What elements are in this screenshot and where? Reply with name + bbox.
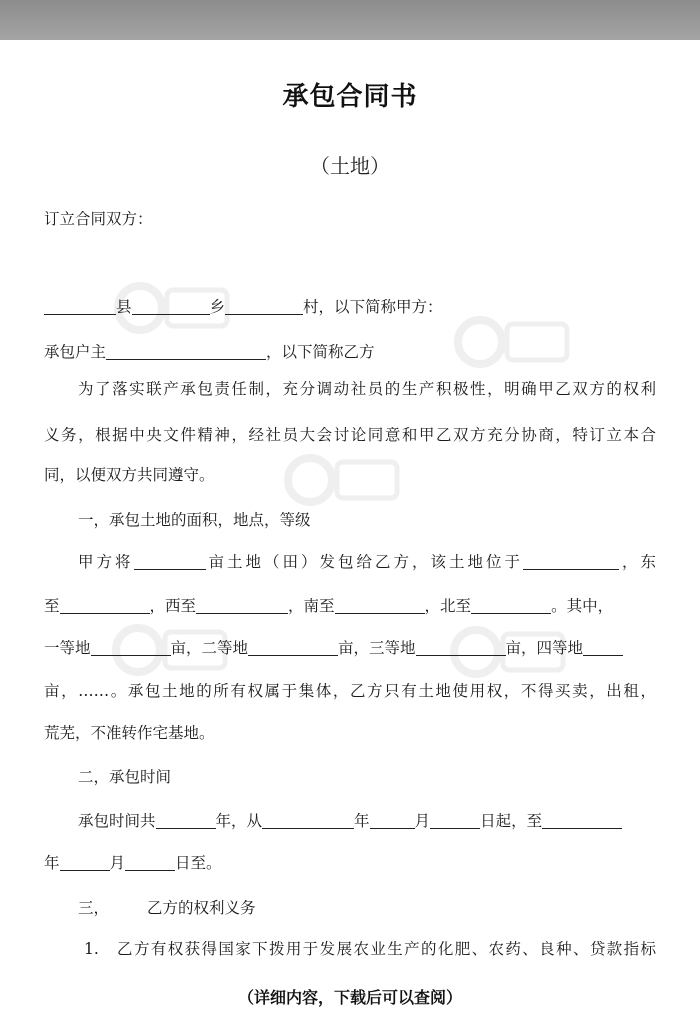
text-segment: 月 (414, 812, 431, 830)
text-segment: 日至。 (175, 854, 222, 872)
blank-field (416, 635, 506, 656)
text-segment: 日起，至 (480, 812, 543, 830)
blank-field (430, 808, 480, 829)
text-segment: 甲方将 (78, 553, 134, 571)
blank-field (583, 635, 623, 656)
section-1-line-5: 荒芜，不准转作宅基地。 (44, 724, 215, 742)
blank-field (60, 593, 150, 614)
blank-field (335, 593, 425, 614)
preamble-line-1: 为了落实联产承包责任制，充分调动社员的生产积极性，明确甲乙双方的权利 (78, 380, 656, 398)
section-3-heading (78, 893, 690, 923)
party-a-line (44, 292, 656, 322)
blank-field (196, 593, 288, 614)
text-segment: 月 (109, 854, 126, 872)
preamble-line-2: 义务，根据中央文件精神，经社员大会讨论同意和甲乙双方充分协商，特订立本合 (44, 426, 656, 444)
party-b-line (44, 337, 656, 367)
blank-field (156, 808, 216, 829)
blank-field (248, 635, 338, 656)
text-segment: 亩土地（田）发包给乙方，该土地位于 (205, 553, 523, 571)
text-segment: 乡 (209, 298, 226, 316)
blank-field (60, 850, 110, 871)
preamble-line-3: 同，以便双方共同遵守。 (44, 466, 215, 484)
blank-field (523, 549, 619, 570)
section-1-line-4: 亩，……。承包土地的所有权属于集体，乙方只有土地使用权，不得买卖，出租， (44, 682, 656, 700)
section-1-line-2 (44, 591, 656, 621)
blank-field (262, 808, 354, 829)
text-segment: 年，从 (215, 812, 263, 830)
text-segment: ，东 (618, 553, 656, 571)
text-segment: 亩，四等地 (505, 639, 584, 657)
text-segment: 承包户主 (44, 343, 107, 361)
blank-field (44, 294, 116, 315)
text-segment: 至 (44, 597, 60, 615)
blank-field (132, 294, 210, 315)
blank-field (134, 549, 206, 570)
intro-line: 订立合同双方： (44, 210, 153, 228)
blank-field (225, 294, 303, 315)
text-segment: 亩，二等地 (170, 639, 249, 657)
text-segment: 承包时间共 (78, 812, 156, 830)
section-3-title: 乙方的权利义务 (147, 899, 256, 917)
text-segment: 亩，三等地 (338, 639, 416, 657)
blank-field (471, 593, 551, 614)
text-segment: ，以下简称乙方 (266, 343, 375, 361)
top-bar (0, 0, 700, 40)
blank-field (370, 808, 415, 829)
text-segment: 。其中， (551, 597, 614, 615)
blank-field (542, 808, 622, 829)
text-segment: ，北至 (424, 597, 472, 615)
text-segment: ，南至 (288, 597, 335, 615)
blank-field (125, 850, 175, 871)
section-1-line-1 (78, 547, 656, 577)
blank-field (106, 339, 266, 360)
section-1-heading: 一，承包土地的面积，地点，等级 (78, 511, 311, 529)
section-2-line-2 (44, 848, 656, 878)
text-segment: 县 (116, 298, 132, 316)
section-3-item-1: 1. 乙方有权获得国家下拨用于发展农业生产的化肥、农药、良种、贷款指标 (84, 940, 656, 958)
blank-field (91, 635, 171, 656)
download-notice: （详细内容，下载后可以查阅） (237, 988, 462, 1007)
text-segment: 年 (354, 812, 370, 830)
text-segment: 一等地 (44, 639, 91, 657)
document-title: 承包合同书 (282, 82, 418, 112)
text-segment: ，西至 (149, 597, 197, 615)
section-1-line-3 (44, 633, 656, 663)
text-segment: 年 (44, 854, 60, 872)
section-2-heading: 二，承包时间 (78, 768, 172, 786)
section-3-number: 三， (78, 899, 110, 917)
document-subtitle: （土地） (310, 154, 390, 178)
text-segment: 村，以下简称甲方： (303, 298, 443, 316)
section-2-line-1 (78, 806, 656, 836)
